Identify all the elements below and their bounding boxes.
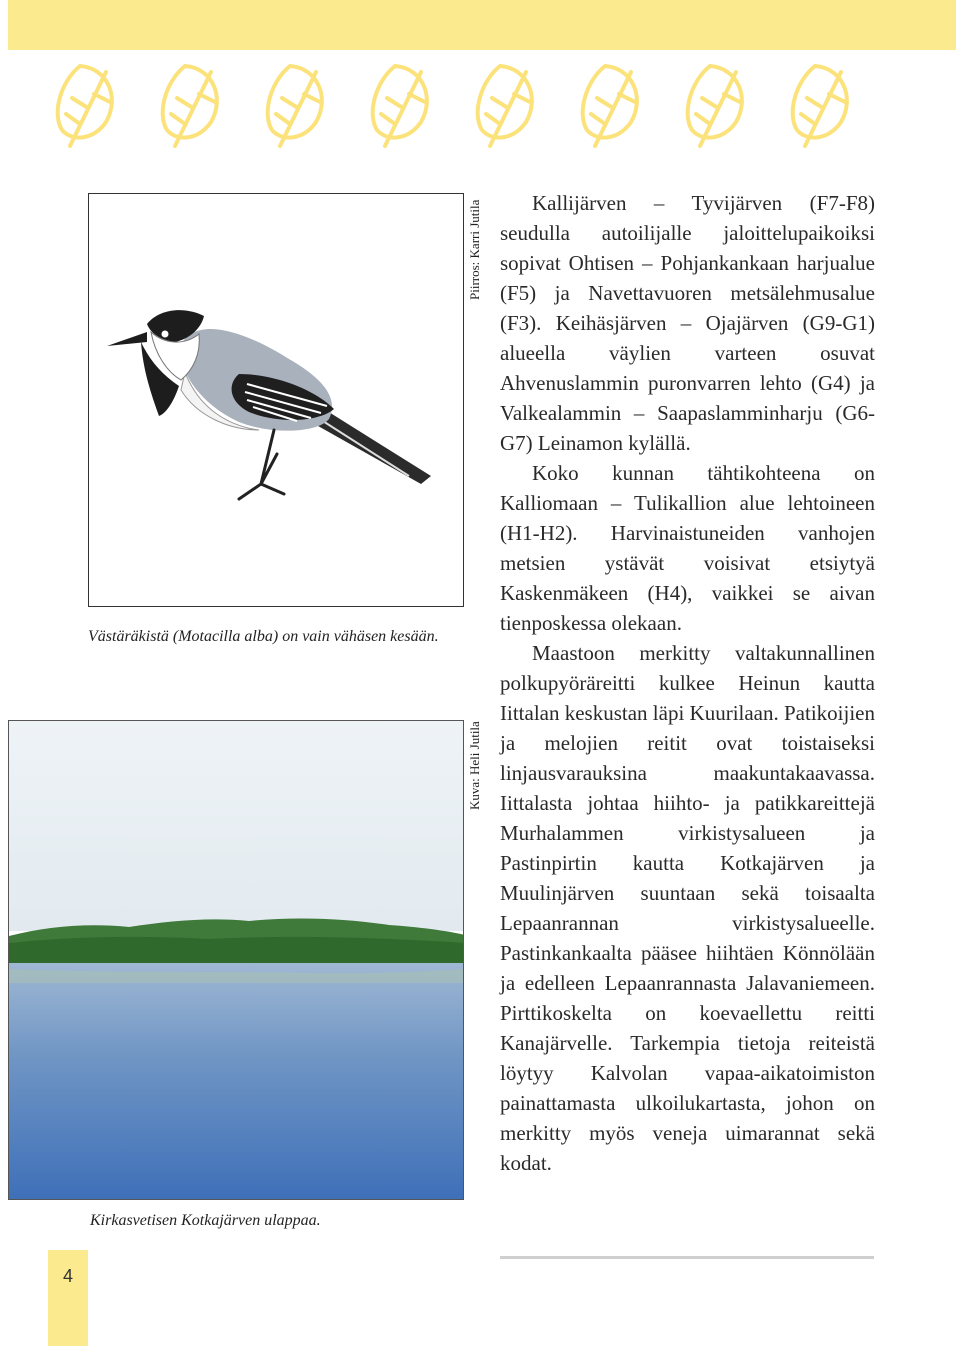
illustration-caption: Västäräkistä (Motacilla alba) on vain vähäsen kesään. xyxy=(88,628,439,645)
leaf-icon xyxy=(680,58,752,150)
photo-caption: Kirkasvetisen Kotkajärven ulappaa. xyxy=(90,1212,321,1229)
top-color-band xyxy=(8,0,956,50)
leaf-icon xyxy=(155,58,227,150)
article-body xyxy=(500,188,875,1178)
leaf-decoration-row xyxy=(50,58,950,153)
leaf-icon xyxy=(50,58,122,150)
leaf-icon xyxy=(575,58,647,150)
paragraph: Koko kunnan tähtikohteena on Kalliomaan – Tulikallion alue lehtoineen (H1-H2). Harvinaistuneiden vanhojen metsien ystävät voisivat etsiytyä Kaskenmäkeen (H4), vaikkei se aivan tienposkessa olekaan. xyxy=(500,461,875,635)
photo-credit: Kuva: Heli Jutila xyxy=(467,721,482,810)
page-number-tab xyxy=(48,1250,88,1346)
leaf-icon xyxy=(470,58,542,150)
illustration-credit: Piirros: Karri Jutila xyxy=(467,199,482,300)
leaf-icon xyxy=(785,58,857,150)
paragraph: Kallijärven – Tyvijärven (F7-F8) seudulla autoilijalle jaloittelupaikoiksi sopivat Ohtisen – Pohjankankaan harjualue (F5) ja Navettavuoren metsälehmusalue (F3). Keihäsjärven – Ojajärven (G9-G1) alueella väylien varteen osuvat Ahvenuslammin puronvarren lehto (G4) ja Valkealammin – Saapaslamminharju (G6-G7) Leinamon kylällä. xyxy=(500,191,875,455)
bottom-rule xyxy=(500,1256,874,1259)
page-number: 4 xyxy=(62,1266,73,1286)
wagtail-illustration xyxy=(88,193,464,607)
leaf-icon xyxy=(260,58,332,150)
leaf-icon xyxy=(365,58,437,150)
paragraph: Maastoon merkitty valtakunnallinen polkupyöräreitti kulkee Heinun kautta Iittalan keskustan läpi Kuurilaan. Patikoijien ja melojien reitit ovat toistaiseksi linjausvarauksina maakuntakaavassa. Iittalasta johtaa hiihto- ja patikkareittejä Murhalammen virkistysalueen ja Pastinpirtin kautta Kotkajärven ja Muulinjärven suuntaan sekä toisaalta Lepaanrannan virkistysalueelle. Pastinkankaalta pääsee hiihtäen Könnölään ja edelleen Lepaanrannasta Jalavaniemeen. Pirttikoskelta on koevaellettu reitti Kanajärvelle. Tarkempia tietoja reiteistä löytyy Kalvolan vapaa-aikatoimiston painattamasta ulkoilukartasta, johon on merkitty myös veneja uimarannat sekä kodat. xyxy=(500,641,875,1175)
lake-photo xyxy=(8,720,464,1200)
